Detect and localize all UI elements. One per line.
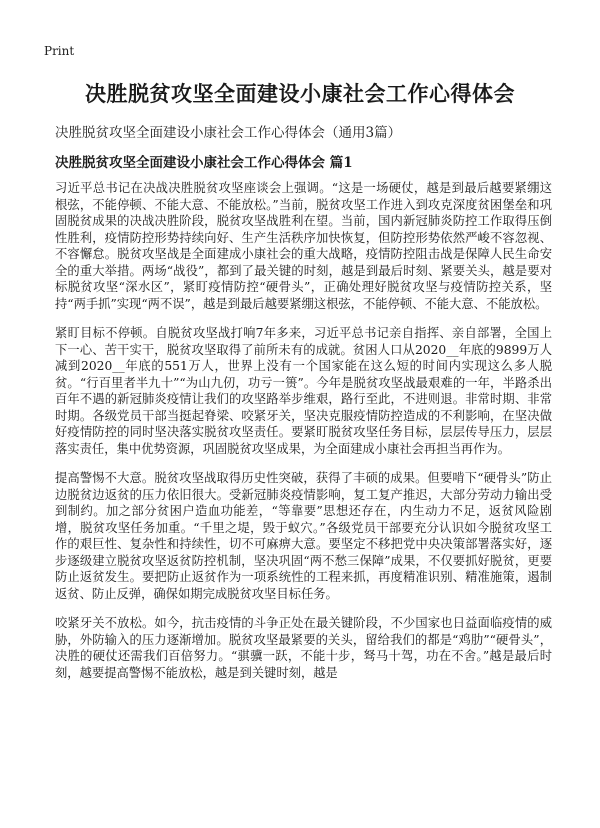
paragraph-2: 紧盯目标不停顿。自脱贫攻坚战打响7年多来，习近平总书记亲自指挥、亲自部署，全国上下一心、苦干实干，脱贫攻坚取得了前所未有的成就。贫困人口从2020__年底的9899万人减到2020__年底的551万人，世界上没有一个国家能在这么短的时间内实现这么多人脱贫。“行百里者半九十”“为山九仞，功亏一篑”。今年是脱贫攻坚战最艰难的一年，半路杀出百年不遇的新冠肺炎疫情让我们的攻坚路举步维艰，路行至此，不进则退。非常时期、非常时期。各级党员干部当挺起脊梁、咬紧牙关，坚决克服疫情防控造成的不利影响，在坚决做好疫情防控的同时坚决落实脱贫攻坚责任。要紧盯脱贫攻坚任务目标，层层传导压力，层层落实责任，集中优势资源，巩固脱贫攻坚成果，为全面建成小康社会再担当再作为。 xyxy=(55,326,552,456)
page-title: 决胜脱贫攻坚全面建设小康社会工作心得体会 xyxy=(85,81,515,106)
print-link[interactable]: Print xyxy=(44,44,75,58)
paragraph-4: 咬紧牙关不放松。如今，抗击疫情的斗争正处在最关键阶段，不少国家也日益面临疫情的威胁，外防输入的压力逐渐增加。脱贫攻坚最紧要的关头，留给我们的都是“鸡肋”“硬骨头”，决胜的硬仗还需我们百倍努力。“骐骥一跃，不能十步，驽马十驾，功在不舍。”越是最后时刻，越要提高警惕不能放松，越是到关键时刻，越是 xyxy=(55,616,552,680)
paragraph-1: 习近平总书记在决战决胜脱贫攻坚座谈会上强调。“这是一场硬仗，越是到最后越要紧绷这根弦，不能停顿、不能大意、不能放松。”当前，脱贫攻坚工作进入到攻克深度贫困堡垒和巩固脱贫成果的决战决胜阶段，脱贫攻坚战胜利在望。当前，国内新冠肺炎防控工作取得压倒性胜利，疫情防控形势持续向好、生产生活秩序加快恢复，但防控形势依然严峻不容忽视、不容懈怠。脱贫攻坚战是全面建成小康社会的重大战略，疫情防控阻击战是保障人民生命安全的重大举措。两场“战役”，都到了最关键的时刻，越是到最后时刻、紧要关头，越是要对标脱贫攻坚“深水区”，紧盯疫情防控“硬骨头”，正确处理好脱贫攻坚与疫情防控关系，坚持“两手抓”实现“两不误”，越是到最后越要紧绷这根弦，不能停顿、不能大意、不能放松。 xyxy=(55,181,552,311)
paragraph-3: 提高警惕不大意。脱贫攻坚战取得历史性突破，获得了丰硕的成果。但要啃下“硬骨头”防止边脱贫边返贫的压力依旧很大。受新冠肺炎疫情影响，复工复产推迟，大部分劳动力输出受到制约。加之部分贫困户造血功能差，“等靠要”思想还存在，内生动力不足，返贫风险剧增，脱贫攻坚任务加重。“千里之堤，毁于蚁穴。”各级党员干部要充分认识如今脱贫攻坚工作的艰巨性、复杂性和持续性，切不可麻痹大意。要坚定不移把党中央决策部署落实好，逐步逐级建立脱贫攻坚返贫防控机制，坚决巩固“两不愁三保障”成果，不仅要抓好脱贫，更要防止返贫发生。要把防止返贫作为一项系统性的工程来抓，再度精准识别、精准施策，遏制返贫、防止反弹，确保如期完成脱贫攻坚目标任务。 xyxy=(55,471,552,601)
section-heading: 决胜脱贫攻坚全面建设小康社会工作心得体会 篇1 xyxy=(55,155,353,171)
document-subtitle: 决胜脱贫攻坚全面建设小康社会工作心得体会（通用3篇） xyxy=(55,125,402,141)
article-body xyxy=(55,180,552,694)
